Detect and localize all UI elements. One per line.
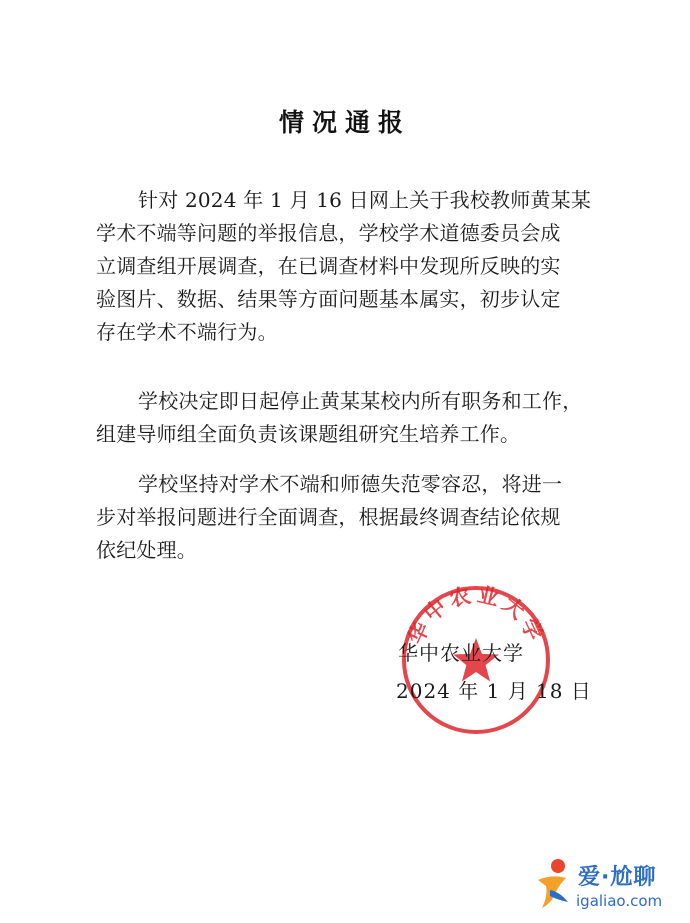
signature-date: 2024 年 1 月 18 日 [396,679,592,703]
paragraph-line: 学校决定即日起停止黄某某校内所有职务和工作， [138,389,583,413]
paragraph-line: 依纪处理。 [96,538,197,562]
paragraph-line: 学校坚持对学术不端和师德失范零容忍，将进一 [138,472,563,496]
paragraph-decision [96,385,616,451]
page-title: 情况通报 [278,108,411,137]
paragraph-line: 步对举报问题进行全面调查，根据最终调查结论依规 [96,505,561,529]
paragraph-line: 验图片、数据、结果等方面问题基本属实，初步认定 [96,287,561,311]
paragraph-policy [96,468,616,567]
seal-text: 华中农业大学 [402,581,550,648]
watermark-brand: 爱·尬聊 [578,865,657,890]
paragraph-investigation [96,184,616,349]
paragraph-line: 立调查组开展调查，在已调查材料中发现所反映的实 [96,254,561,278]
paragraph-line: 针对 2024 年 1 月 16 日网上关于我校教师黄某某 [138,188,592,212]
paragraph-line: 学术不端等问题的举报信息，学校学术道德委员会成 [96,221,561,245]
watermark-logo-icon [532,856,576,914]
paragraph-line: 组建导师组全面负责该课题组研究生培养工作。 [96,422,521,446]
watermark [530,852,690,922]
paragraph-line: 存在学术不端行为。 [96,320,278,344]
watermark-url: igaliao.com [576,892,663,910]
signature-organization: 华中农业大学 [398,641,524,665]
